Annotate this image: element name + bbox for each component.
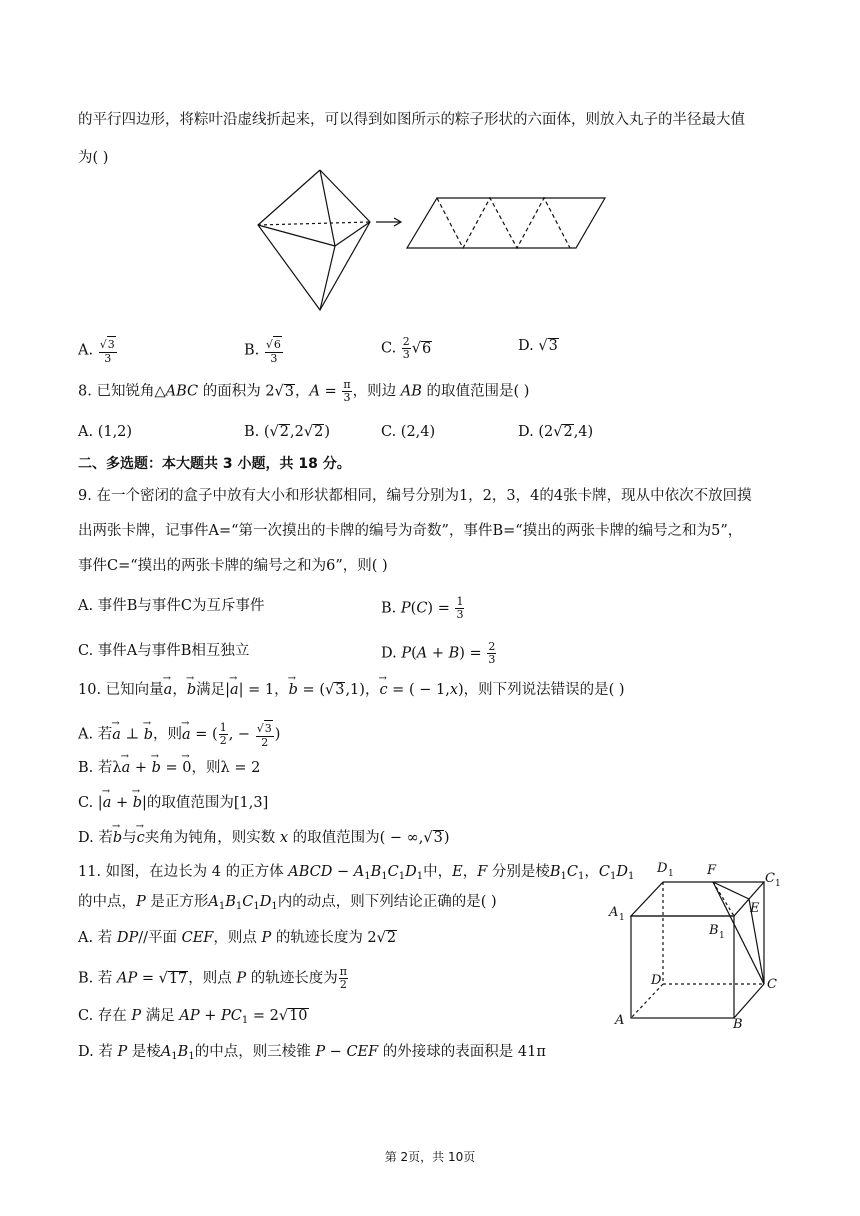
q7-option-a: A. $\frac{√3}{3}$ — [78, 338, 115, 365]
q10-option-b: B. 若λ→ a + → b = → 0，则λ = 2 — [78, 758, 260, 778]
q9-option-c: C. 事件A与事件B相互独立 — [78, 643, 250, 659]
q9-line1: 9. 在一个密闭的盒子中放有大小和形状都相同，编号分别为1，2，3，4的4张卡牌，现从中依次不放回摸 — [78, 488, 752, 504]
q9-line3: 事件C=“摸出的两张卡牌的编号之和为6”，则( ) — [78, 558, 388, 574]
q7-option-c: C. $\frac{2}{3}$ √6 — [381, 335, 432, 361]
label-c: C — [767, 977, 777, 992]
q9-line2: 出两张卡牌，记事件A=“第一次摸出的卡牌的编号为奇数”，事件B=“摸出的两张卡牌的编号之和为5”， — [78, 523, 743, 539]
label-e: E — [750, 901, 760, 916]
q8-stem: 8. 已知锐角△ABC 的面积为 2√3，A = $\frac{\pi}{3}$ ，则边 AB 的取值范围是( ) — [78, 378, 530, 404]
label-c1-sub: 1 — [775, 879, 781, 889]
cube-figure — [605, 850, 785, 1035]
section-2-heading: 二、多选题：本大题共 3 小题，共 18 分。 — [78, 456, 351, 472]
label-c1: C — [765, 871, 775, 886]
q7-option-b: B. $\frac{√6}{3}$ — [244, 338, 281, 365]
q10-stem: 10. 已知向量→ a，→ b满足|→ a| = 1，→ b = (√3,1)，→ c = ( − 1,x)，则下列说法错误的是( ) — [78, 680, 625, 700]
label-b: B — [733, 1017, 743, 1032]
label-a1-sub: 1 — [619, 913, 625, 923]
label-b1: B — [709, 923, 719, 938]
q8-option-d: D. (2√2,4) — [518, 424, 594, 440]
q7-option-d: D. √3 — [518, 338, 558, 354]
label-a1: A — [609, 905, 619, 920]
zongzi-figure — [250, 160, 610, 320]
label-d: D — [651, 973, 662, 988]
q11-option-b: B. 若 AP = √17，则点 P 的轨迹长度为 $\frac{\pi}{2}$ — [78, 965, 347, 991]
q7-line1: 的平行四边形，将粽叶沿虚线折起来，可以得到如图所示的粽子形状的六面体，则放入丸子的半径最大值 — [78, 112, 745, 128]
q8-option-b: B. (√2,2√2) — [244, 424, 330, 440]
label-a: A — [615, 1013, 625, 1028]
q9-option-a: A. 事件B与事件C为互斥事件 — [78, 598, 265, 614]
q11-line1: 11. 如图，在边长为 4 的正方体 ABCD − $A_1B_1C_1D_1$中，E，F 分别是棱$B_1C_1$，$C_1D_1$ — [78, 864, 635, 882]
q8-option-a: A. (1,2) — [78, 424, 133, 440]
q8-option-c: C. (2,4) — [381, 424, 436, 440]
q10-option-d: D. 若→ b与→ c夹角为钝角，则实数 x 的取值范围为( − ∞,√3) — [78, 828, 450, 848]
q10-option-a: A. 若→ a ⊥ → b，则→ a = ( $\frac{1}{2}$ , − $\frac{√3}{2}$ ) — [78, 720, 280, 749]
label-b1-sub: 1 — [719, 931, 725, 941]
q9-option-d: D. P(A + B) = $\frac{2}{3}$ — [381, 640, 496, 666]
q11-option-c: C. 存在 P 满足 AP + $PC_1 = 2√10$ — [78, 1008, 308, 1026]
label-d1: D — [657, 861, 668, 876]
q7-line2: 为( ) — [78, 150, 109, 166]
label-f: F — [707, 863, 717, 878]
label-d1-sub: 1 — [668, 869, 674, 879]
q11-line2: 的中点，P 是正方形$A_1B_1C_1D_1$内的动点，则下列结论正确的是( ) — [78, 894, 497, 912]
page-footer: 第 2页，共 10页 — [384, 1150, 476, 1164]
q10-option-c: C. |→ a + → b|的取值范围为[1,3] — [78, 793, 268, 813]
q11-option-d: D. 若 P 是棱$A_1B_1$的中点，则三棱锥 P − CEF 的外接球的表面积是 41π — [78, 1044, 546, 1062]
q11-option-a: A. 若 DP//平面 CEF，则点 P 的轨迹长度为 2√2 — [78, 930, 397, 946]
q9-option-b: B. P(C) = $\frac{1}{3}$ — [381, 595, 464, 621]
